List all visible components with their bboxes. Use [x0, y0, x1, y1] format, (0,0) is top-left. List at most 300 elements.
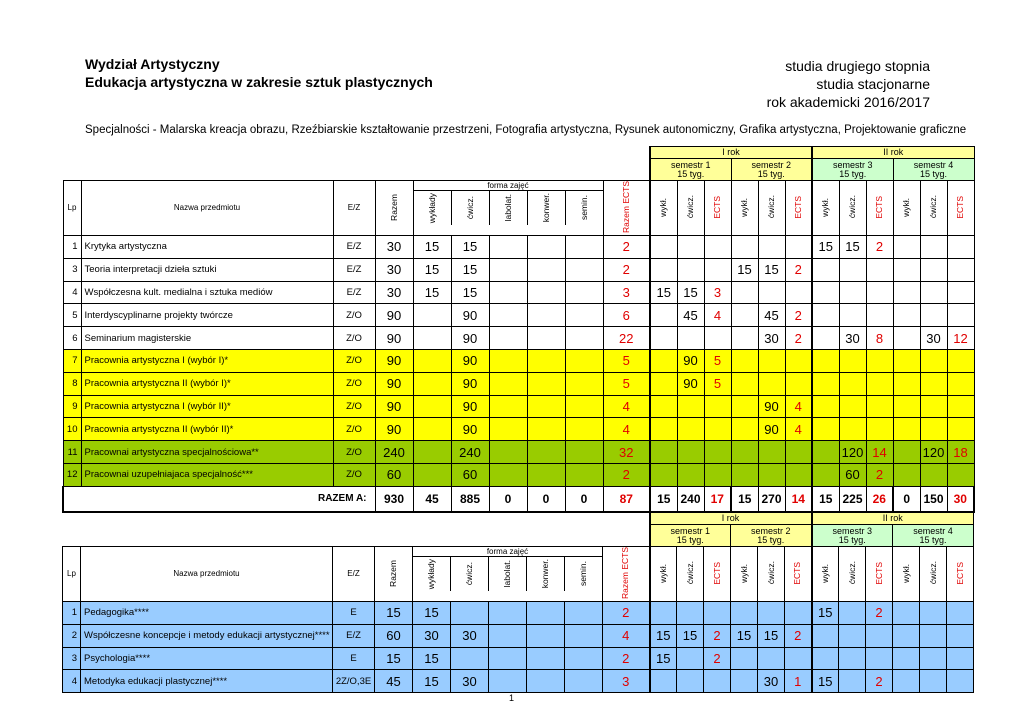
col-wykl — [731, 181, 758, 236]
row-cw: 90 — [451, 372, 489, 395]
row-lp: 3 — [63, 258, 81, 281]
row-s1-wykl — [650, 235, 677, 258]
total-ects: 87 — [603, 486, 650, 512]
row-s3-wykl — [812, 372, 839, 395]
col-cwicz: ćwicz. — [685, 195, 695, 219]
row-s2-wykl — [731, 441, 758, 464]
table-row — [63, 670, 974, 693]
sem3-header — [812, 525, 893, 547]
row-s1-wykl — [650, 372, 677, 395]
col-name: Nazwa przedmiotu — [81, 181, 333, 236]
row-s2-wykl — [731, 235, 758, 258]
row-ects: 3 — [603, 670, 650, 693]
row-s1-ects — [704, 441, 731, 464]
row-s4-wykl — [893, 258, 920, 281]
row-lab — [489, 601, 527, 624]
row-s4-cwicz — [920, 349, 947, 372]
row-s4-ects — [947, 395, 974, 418]
row-s3-wykl — [812, 463, 839, 486]
row-ez: Z/O — [333, 327, 375, 350]
row-cw: 60 — [451, 463, 489, 486]
row-kon — [527, 349, 565, 372]
row-s3-wykl — [812, 304, 839, 327]
row-cw: 90 — [451, 327, 489, 350]
table-row — [63, 349, 974, 372]
row-razem: 30 — [375, 281, 413, 304]
row-razem: 15 — [375, 601, 413, 624]
col-wyklady: wykłady — [426, 192, 437, 224]
col-cwicz — [677, 181, 704, 236]
row-s1-wykl — [650, 601, 677, 624]
row-s1-wykl: 15 — [650, 281, 677, 304]
row-s4-cwicz — [920, 647, 947, 670]
row-s3-cwicz: 15 — [839, 235, 866, 258]
row-s2-wykl — [731, 601, 758, 624]
row-s4-ects: 18 — [947, 441, 974, 464]
row-ects: 4 — [603, 624, 650, 647]
col-ects — [785, 547, 812, 602]
row-sem — [565, 670, 603, 693]
specializations-line: Specjalności - Malarska kreacja obrazu, Rzeźbiarskie kształtowanie przestrzeni, Fotografia artystyczna, Rysunek autonomiczny, Grafika artystyczna, Projektowanie graficzne — [85, 124, 967, 136]
row-lab — [489, 395, 527, 418]
sem4-header — [893, 525, 974, 547]
table-row — [63, 624, 974, 647]
weeks-label: 15 tyg. — [757, 168, 785, 179]
total-s2-cwicz: 270 — [758, 486, 785, 512]
row-s4-ects — [947, 372, 974, 395]
row-cw: 90 — [451, 304, 489, 327]
col-ez: E/Z — [333, 181, 375, 236]
total-row — [63, 486, 974, 512]
table-row — [63, 601, 974, 624]
row-kon — [527, 281, 565, 304]
row-sem — [565, 601, 603, 624]
col-razem — [375, 181, 413, 236]
row-s1-wykl — [650, 327, 677, 350]
row-s4-cwicz — [920, 670, 947, 693]
header-spacer — [63, 513, 650, 525]
row-s2-ects: 4 — [785, 395, 812, 418]
page-number: 1 — [509, 693, 515, 703]
row-s3-wykl — [812, 349, 839, 372]
row-ez: E/Z — [333, 281, 375, 304]
row-s2-cwicz: 90 — [758, 395, 785, 418]
row-s1-wykl — [650, 418, 677, 441]
row-ez: Z/O — [333, 372, 375, 395]
row-razem: 30 — [375, 258, 413, 281]
row-lp: 12 — [63, 463, 81, 486]
curriculum-table-b — [62, 512, 974, 693]
col-ects — [866, 547, 893, 602]
row-lab — [489, 418, 527, 441]
col-ects: ECTS — [955, 195, 965, 219]
sem4-label: semestr 4 — [913, 525, 953, 536]
row-razem: 15 — [375, 647, 413, 670]
table-row — [63, 395, 974, 418]
row-ects: 5 — [603, 372, 650, 395]
row-s2-ects — [785, 601, 812, 624]
row-lab — [489, 670, 527, 693]
row-s3-ects: 2 — [866, 463, 893, 486]
year2-header: II rok — [812, 147, 974, 159]
row-s1-wykl — [650, 349, 677, 372]
col-cwicz: ćwicz. — [684, 561, 695, 585]
row-s2-cwicz — [758, 372, 785, 395]
row-razem: 90 — [375, 395, 413, 418]
row-s3-wykl: 15 — [812, 235, 839, 258]
year1-header: I rok — [650, 513, 812, 525]
row-s1-cwicz: 90 — [677, 349, 704, 372]
row-s2-cwicz: 90 — [758, 418, 785, 441]
row-s4-cwicz — [920, 463, 947, 486]
col-semin: semin. — [578, 561, 588, 587]
sem2-header — [731, 525, 812, 547]
row-s2-wykl — [731, 327, 758, 350]
row-s1-ects — [704, 235, 731, 258]
row-s3-ects — [866, 647, 893, 670]
row-s4-cwicz — [920, 624, 947, 647]
row-lab — [489, 441, 527, 464]
col-cwicz — [920, 547, 947, 602]
col-wykl — [812, 547, 839, 602]
row-s2-wykl — [731, 647, 758, 670]
row-razem: 60 — [375, 624, 413, 647]
sem2-label: semestr 2 — [751, 159, 791, 170]
row-s3-cwicz — [839, 670, 866, 693]
row-ects: 4 — [603, 395, 650, 418]
total-s4-cwicz: 150 — [920, 486, 947, 512]
row-wyk: 15 — [413, 670, 451, 693]
row-lp: 9 — [63, 395, 81, 418]
table-row — [63, 258, 974, 281]
col-ects — [704, 547, 731, 602]
row-s4-wykl — [893, 372, 920, 395]
row-s3-cwicz — [839, 395, 866, 418]
row-s1-ects — [704, 463, 731, 486]
row-wyk: 15 — [413, 235, 451, 258]
row-s3-wykl — [812, 327, 839, 350]
row-sem — [565, 395, 603, 418]
forma-label: forma zajęć — [413, 547, 602, 557]
sem3-label: semestr 3 — [832, 159, 873, 170]
row-lp: 3 — [63, 647, 81, 670]
row-cw: 30 — [451, 624, 489, 647]
row-kon — [527, 235, 565, 258]
col-ects: ECTS — [792, 195, 803, 219]
row-wyk — [413, 395, 451, 418]
col-cwicz: ćwicz. — [846, 561, 857, 585]
header-row-years — [63, 513, 974, 525]
row-s4-cwicz — [920, 235, 947, 258]
row-s3-cwicz: 120 — [839, 441, 866, 464]
row-ez: E/Z — [333, 258, 375, 281]
sem3-label: semestr 3 — [832, 525, 872, 536]
total-s4-ects: 30 — [947, 486, 974, 512]
row-razem: 30 — [375, 235, 413, 258]
col-wykl: wykł. — [658, 197, 669, 217]
row-ects: 22 — [603, 327, 650, 350]
col-wykl: wykł. — [901, 197, 911, 217]
row-s1-cwicz: 90 — [677, 372, 704, 395]
row-s1-cwicz — [677, 235, 704, 258]
row-lp: 1 — [63, 601, 81, 624]
col-cwicz — [839, 547, 866, 602]
weeks-label: 15 tyg. — [676, 534, 704, 545]
row-ects: 2 — [603, 258, 650, 281]
row-lab — [489, 304, 527, 327]
row-ects: 2 — [603, 235, 650, 258]
table-row — [63, 463, 974, 486]
row-name: Psychologia**** — [81, 647, 333, 670]
year2-header: II rok — [812, 513, 974, 525]
study-level: studia drugiego stopnia — [785, 58, 930, 74]
row-s4-wykl — [893, 304, 920, 327]
row-kon — [527, 670, 565, 693]
row-s2-cwicz: 15 — [758, 258, 785, 281]
row-s4-cwicz — [920, 372, 947, 395]
row-s3-cwicz — [839, 304, 866, 327]
total-s2-wykl: 15 — [731, 486, 758, 512]
row-s4-ects — [947, 418, 974, 441]
row-s2-ects: 2 — [785, 258, 812, 281]
col-wykl — [893, 547, 920, 602]
col-ez: E/Z — [333, 547, 375, 602]
row-sem — [565, 349, 603, 372]
row-s3-cwicz — [839, 418, 866, 441]
row-s4-wykl — [893, 441, 920, 464]
col-konwer: konwer. — [540, 193, 551, 223]
total-lab: 0 — [489, 486, 527, 512]
row-ez: Z/O — [333, 463, 375, 486]
row-s1-cwicz: 15 — [677, 624, 704, 647]
row-s2-wykl — [731, 418, 758, 441]
row-s3-ects: 2 — [866, 601, 893, 624]
row-cw: 30 — [451, 670, 489, 693]
row-sem — [565, 372, 603, 395]
row-s4-wykl — [893, 647, 920, 670]
weeks-label: 15 tyg. — [757, 534, 785, 545]
row-s2-cwicz — [758, 647, 785, 670]
row-s3-ects — [866, 418, 893, 441]
row-s1-wykl — [650, 670, 677, 693]
col-ects — [785, 181, 812, 236]
col-ects — [866, 181, 893, 236]
row-s3-cwicz — [839, 601, 866, 624]
row-razem: 90 — [375, 327, 413, 350]
col-cwicz: ćwicz. — [927, 561, 938, 585]
sem1-header — [650, 525, 731, 547]
row-wyk: 30 — [413, 624, 451, 647]
row-s2-ects: 2 — [785, 327, 812, 350]
row-s3-cwicz — [839, 281, 866, 304]
row-s3-ects: 2 — [866, 235, 893, 258]
row-name: Pedagogika**** — [81, 601, 333, 624]
row-s2-ects — [785, 647, 812, 670]
col-wykl — [893, 181, 920, 236]
row-s1-ects — [704, 418, 731, 441]
total-s3-ects: 26 — [866, 486, 893, 512]
row-cw: 90 — [451, 418, 489, 441]
col-razem — [375, 547, 413, 602]
table-row — [63, 304, 974, 327]
col-cwicz — [758, 181, 785, 236]
col-ects — [704, 181, 731, 236]
col-cwicz — [677, 547, 704, 602]
row-wyk: 15 — [413, 281, 451, 304]
row-s4-cwicz — [920, 418, 947, 441]
row-s4-cwicz: 120 — [920, 441, 947, 464]
row-s2-wykl — [731, 395, 758, 418]
row-s1-ects: 2 — [704, 624, 731, 647]
row-ez: Z/O — [333, 418, 375, 441]
weeks-label: 15 tyg. — [919, 534, 947, 545]
row-s2-wykl: 15 — [731, 258, 758, 281]
row-s3-ects: 2 — [866, 670, 893, 693]
row-wyk — [413, 304, 451, 327]
forma-label: forma zajęć — [414, 181, 603, 191]
total-wyk: 45 — [413, 486, 451, 512]
table-row — [63, 418, 974, 441]
row-s4-wykl — [893, 395, 920, 418]
row-lp: 5 — [63, 304, 81, 327]
row-s1-cwicz — [677, 463, 704, 486]
row-wyk — [413, 349, 451, 372]
row-cw — [451, 601, 489, 624]
row-ez: Z/O — [333, 441, 375, 464]
sem4-header — [893, 159, 974, 181]
col-wykl — [812, 181, 839, 236]
row-name: Pracownia artystyczna I (wybór I)* — [81, 349, 333, 372]
row-name: Pracownai uzupełniajaca specjalność*** — [81, 463, 333, 486]
row-cw: 90 — [451, 349, 489, 372]
row-s4-cwicz — [920, 281, 947, 304]
row-s2-wykl — [731, 304, 758, 327]
row-ects: 5 — [603, 349, 650, 372]
row-kon — [527, 463, 565, 486]
row-s1-ects — [704, 670, 731, 693]
row-s3-wykl — [812, 624, 839, 647]
row-lab — [489, 624, 527, 647]
row-s2-cwicz — [758, 281, 785, 304]
row-lp: 2 — [63, 624, 81, 647]
row-s2-cwicz — [758, 349, 785, 372]
row-wyk — [413, 372, 451, 395]
sem2-header — [731, 159, 812, 181]
row-lab — [489, 235, 527, 258]
row-s4-ects — [947, 235, 974, 258]
col-cwicz: ćwicz. — [847, 195, 857, 219]
row-s1-cwicz: 45 — [677, 304, 704, 327]
row-s1-cwicz — [677, 258, 704, 281]
row-s1-ects: 5 — [704, 349, 731, 372]
row-name: Teoria interpretacji dzieła sztuki — [81, 258, 333, 281]
col-wykl — [650, 181, 677, 236]
row-s3-wykl — [812, 281, 839, 304]
row-s4-ects — [947, 463, 974, 486]
row-s1-cwicz: 15 — [677, 281, 704, 304]
col-wykl: wykł. — [819, 563, 830, 583]
weeks-label: 15 tyg. — [677, 168, 705, 179]
row-s4-wykl — [893, 281, 920, 304]
total-kon: 0 — [527, 486, 565, 512]
col-ects: ECTS — [873, 561, 884, 585]
row-s4-ects: 12 — [947, 327, 974, 350]
header-spacer — [63, 147, 650, 159]
table-row — [63, 235, 974, 258]
row-s3-ects — [866, 349, 893, 372]
row-s2-wykl — [731, 281, 758, 304]
row-s2-ects — [785, 281, 812, 304]
total-s1-ects: 17 — [704, 486, 731, 512]
row-razem: 90 — [375, 372, 413, 395]
row-s3-ects — [866, 624, 893, 647]
row-s2-cwicz — [758, 463, 785, 486]
row-s2-cwicz: 30 — [758, 670, 785, 693]
row-name: Krytyka artystyczna — [81, 235, 333, 258]
row-kon — [527, 647, 565, 670]
row-lab — [489, 258, 527, 281]
row-wyk — [413, 327, 451, 350]
row-lp: 11 — [63, 441, 81, 464]
table-row — [63, 441, 974, 464]
row-razem: 60 — [375, 463, 413, 486]
row-ez: E/Z — [333, 235, 375, 258]
row-s2-wykl — [731, 349, 758, 372]
row-lp: 4 — [63, 670, 81, 693]
total-s4-wykl: 0 — [893, 486, 920, 512]
row-name: Pracownia artystyczna II (wybór II)* — [81, 418, 333, 441]
row-s4-ects — [947, 304, 974, 327]
row-cw: 240 — [451, 441, 489, 464]
row-s1-ects — [704, 258, 731, 281]
table-row — [63, 647, 974, 670]
row-lp: 6 — [63, 327, 81, 350]
header-row-years — [63, 147, 974, 159]
header-spacer — [63, 525, 650, 547]
col-lp: Lp — [63, 181, 81, 236]
table-row — [63, 281, 974, 304]
row-s1-wykl: 15 — [650, 647, 677, 670]
row-lp: 8 — [63, 372, 81, 395]
col-wykl: wykł. — [739, 197, 749, 217]
col-forma — [413, 181, 603, 236]
row-s4-wykl — [893, 670, 920, 693]
row-s1-wykl — [650, 463, 677, 486]
row-s3-wykl — [812, 647, 839, 670]
row-kon — [527, 304, 565, 327]
row-name: Interdyscyplinarne projekty twórcze — [81, 304, 333, 327]
row-s4-wykl — [893, 235, 920, 258]
row-s3-ects — [866, 258, 893, 281]
total-s3-wykl: 15 — [812, 486, 839, 512]
row-s1-cwicz — [677, 418, 704, 441]
row-s1-cwicz — [677, 647, 704, 670]
total-s1-wykl: 15 — [650, 486, 677, 512]
header-row-columns — [63, 547, 974, 602]
weeks-label: 15 tyg. — [838, 534, 866, 545]
faculty-title: Wydział Artystyczny — [85, 56, 220, 72]
row-s3-ects — [866, 281, 893, 304]
col-wykl: wykł. — [738, 563, 749, 583]
row-sem — [565, 463, 603, 486]
row-s4-wykl — [893, 349, 920, 372]
col-labolat: labolat. — [502, 560, 512, 588]
row-sem — [565, 281, 603, 304]
row-s4-wykl — [893, 418, 920, 441]
row-s2-ects: 2 — [785, 304, 812, 327]
row-s2-wykl: 15 — [731, 624, 758, 647]
row-s2-wykl — [731, 670, 758, 693]
